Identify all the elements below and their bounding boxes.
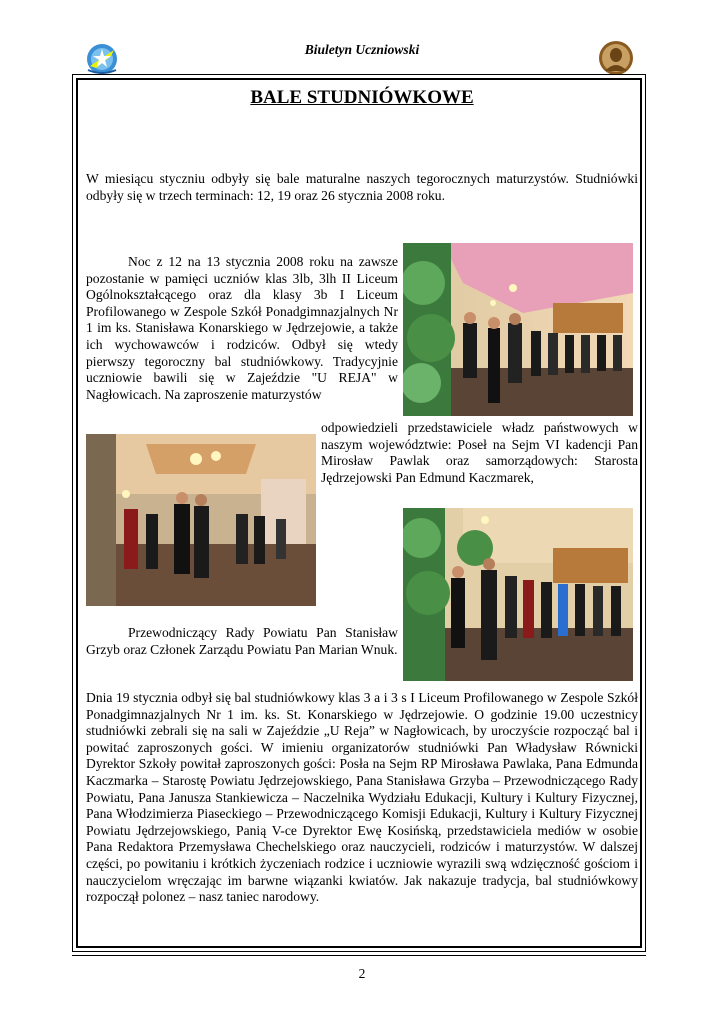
bulletin-title: Biuletyn Uczniowski (304, 42, 420, 57)
paragraph-second-ball: Dnia 19 stycznia odbył się bal studniówkowy klas 3 a i 3 s I Liceum Profilowanego w Zespole Szkół Ponadgimnazjalnych Nr 1 im. ks. St. Konarskiego w Jędrzejowie. O godzinie 19.00 uczestnicy studniówki zebrali się na sali w Zajeździe „U Reja” w Nagłowicach, by uroczyście rozpocząć bal i powitać zaproszonych gości. W imieniu organizatorów studniówki Pan Władysław Równicki Dyrektor Szkoły powitał zaproszonych gości: Posła na Sejm RP Mirosława Pawlaka, Pana Edmunda Kaczmarka – Starostę Powiatu Jędrzejowskiego, Pana Stanisława Grzyba – Przewodniczącego Rady Powiatu, Pana Janusza Stankiewicza – Naczelnika Wydziału Edukacji, Kultury i Kultury Fizycznej, Pana Włodzimierza Piaseckiego – Przewodniczącego Komisji Edukacji, Kultury i Kultury Fizycznej Powiatu Jędrzejowskiego, Panią V-ce Dyrektor Ewę Kosińską, przedstawiciela mediów w osobie Pana Redaktora Przemysława Chechelskiego oraz nauczycieli, rodziców i maturzystów. W dalszej części, po powitaniu i krótkich życzeniach rodzice i uczniowie wyrazili swą wdzięczność gościom i nauczycielom wręczając im barwne wiązanki kwiatów. Jak nakazuje tradycja, bal studniówkowy rozpoczął polonez – nasz taniec narodowy. (86, 690, 638, 905)
page-number: 2 (358, 966, 366, 981)
polonaise-dance-photo (403, 508, 633, 681)
ballroom-hall-photo (86, 434, 316, 606)
paragraph-first-ball-continued: odpowiedzieli przedstawiciele władz państwowych w naszym województwie: Poseł na Sejm VI kadencji Pan Mirosław Pawlak oraz samorządowych: Starosta Jędrzejowski Pan Edmund Kaczmarek, (321, 420, 638, 485)
patron-medallion-icon (598, 40, 634, 76)
ballroom-dance-photo (403, 243, 633, 416)
article-title: BALE STUDNIÓWKOWE (250, 87, 474, 108)
paragraph-council-guests: Przewodniczący Rady Powiatu Pan Stanisław Grzyb oraz Członek Zarządu Powiatu Pan Marian Wnuk. (86, 625, 398, 657)
footer-divider (72, 955, 646, 956)
paragraph-first-ball: Noc z 12 na 13 stycznia 2008 roku na zawsze pozostanie w pamięci uczniów klas 3lb, 3lh II Liceum Ogólnokształcącego oraz dla klasy 3b I Liceum Profilowanego w Zespole Szkół Ponadgimnazjalnych Nr 1 im ks. Stanisława Konarskiego w Jędrzejowie, a także ich wychowawców i rodziców. Odbył się wtedy pierwszy tegoroczny bal studniówkowy. Tradycyjnie uczniowie bawili się w Zajeździe "U REJA" w Nagłowicach. Na zaproszenie maturzystów (86, 254, 398, 402)
page-header (0, 0, 724, 80)
intro-paragraph: W miesiącu styczniu odbyły się bale maturalne naszych tegorocznych maturzystów. Studniówki odbyły się w trzech terminach: 12, 19 oraz 26 stycznia 2008 roku. (86, 171, 638, 203)
